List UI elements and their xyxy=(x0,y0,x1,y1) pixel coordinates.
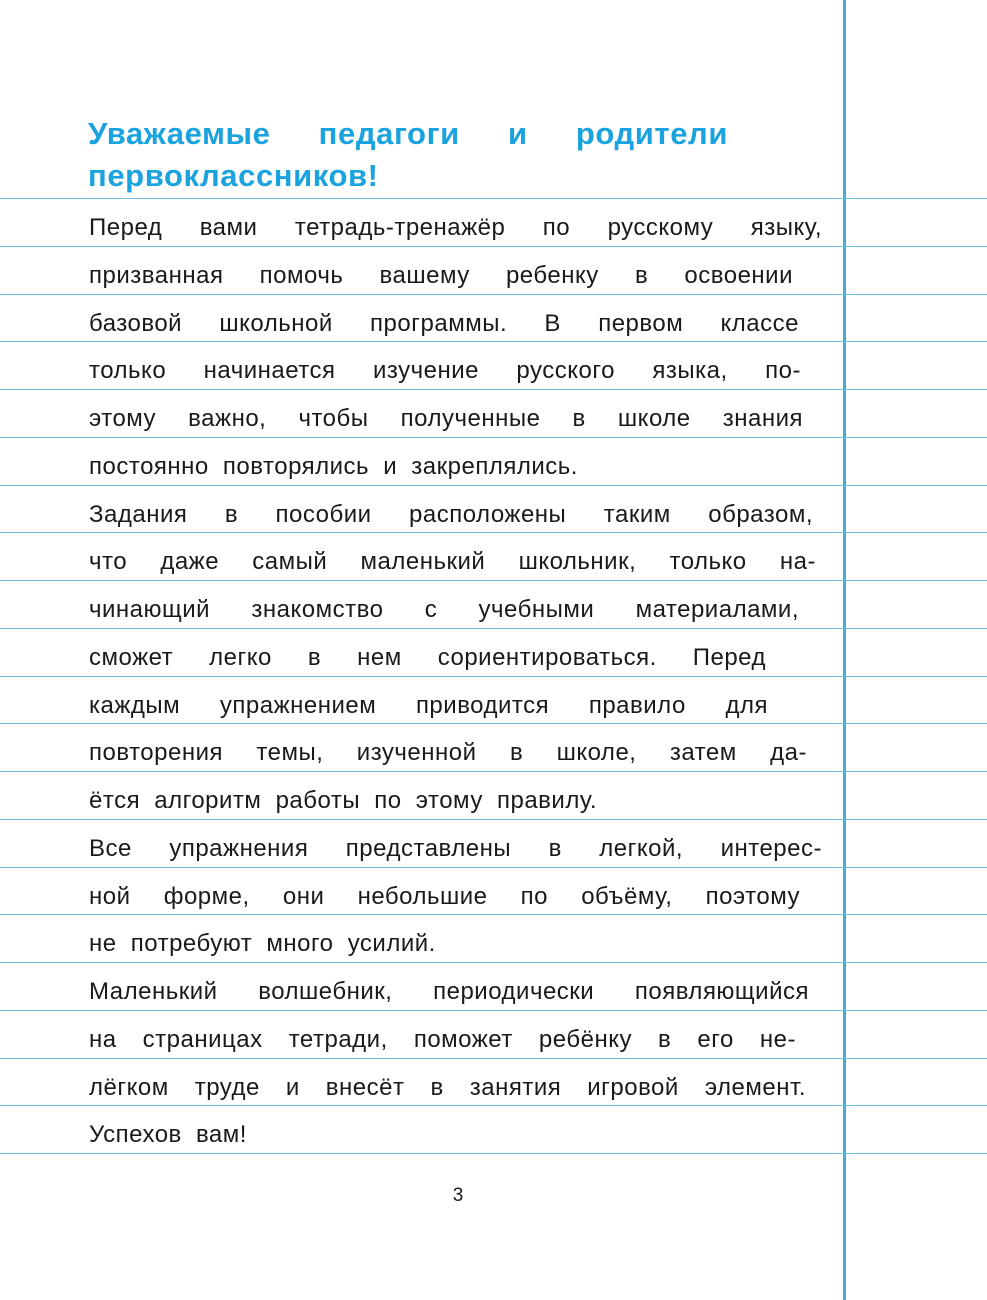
ruled-line xyxy=(0,532,987,533)
ruled-line xyxy=(0,485,987,486)
body-line: ётся алгоритм работы по этому правилу. xyxy=(89,787,598,814)
ruled-line xyxy=(0,1058,987,1059)
page-title-line-1: Уважаемые педагоги и родители xyxy=(88,116,728,151)
ruled-line xyxy=(0,341,987,342)
body-line: ной форме, они небольшие по объёму, поэтому xyxy=(89,883,800,910)
ruled-line xyxy=(0,867,987,868)
body-line: повторения темы, изученной в школе, затем да- xyxy=(89,739,807,766)
page-number: 3 xyxy=(452,1185,464,1206)
ruled-line xyxy=(0,771,987,772)
body-line: на страницах тетради, поможет ребёнку в его не- xyxy=(89,1026,796,1053)
ruled-line xyxy=(0,819,987,820)
ruled-line xyxy=(0,437,987,438)
body-line: лёгком труде и внесёт в занятия игровой элемент. xyxy=(89,1074,806,1101)
ruled-line xyxy=(0,1010,987,1011)
ruled-line xyxy=(0,389,987,390)
body-line: постоянно повторялись и закреплялись. xyxy=(89,453,578,480)
body-line: не потребуют много усилий. xyxy=(89,930,436,957)
body-line: каждым упражнением приводится правило для xyxy=(89,692,768,719)
ruled-line xyxy=(0,723,987,724)
ruled-line xyxy=(0,1105,987,1106)
ruled-line xyxy=(0,628,987,629)
body-line: Все упражнения представлены в легкой, интерес- xyxy=(89,835,822,862)
ruled-line xyxy=(0,962,987,963)
body-line: Задания в пособии расположены таким образом, xyxy=(89,501,813,528)
ruled-line xyxy=(0,1153,987,1154)
ruled-line xyxy=(0,580,987,581)
ruled-line xyxy=(0,198,987,199)
body-line: Маленький волшебник, периодически появляющийся xyxy=(89,978,809,1005)
page-title-line-2: первоклассников! xyxy=(88,158,379,193)
ruled-line xyxy=(0,246,987,247)
page-title xyxy=(88,113,728,197)
body-line: Перед вами тетрадь-тренажёр по русскому языку, xyxy=(89,214,822,241)
body-line: только начинается изучение русского языка, по- xyxy=(89,357,801,384)
ruled-line xyxy=(0,914,987,915)
ruled-line xyxy=(0,676,987,677)
ruled-line xyxy=(0,294,987,295)
body-line: что даже самый маленький школьник, только на- xyxy=(89,548,816,575)
body-line: сможет легко в нем сориентироваться. Перед xyxy=(89,644,766,671)
body-line: базовой школьной программы. В первом классе xyxy=(89,310,799,337)
body-line: чинающий знакомство с учебными материалами, xyxy=(89,596,799,623)
body-line: этому важно, чтобы полученные в школе знания xyxy=(89,405,803,432)
body-line: призванная помочь вашему ребенку в освоении xyxy=(89,262,793,289)
body-line: Успехов вам! xyxy=(89,1121,247,1148)
